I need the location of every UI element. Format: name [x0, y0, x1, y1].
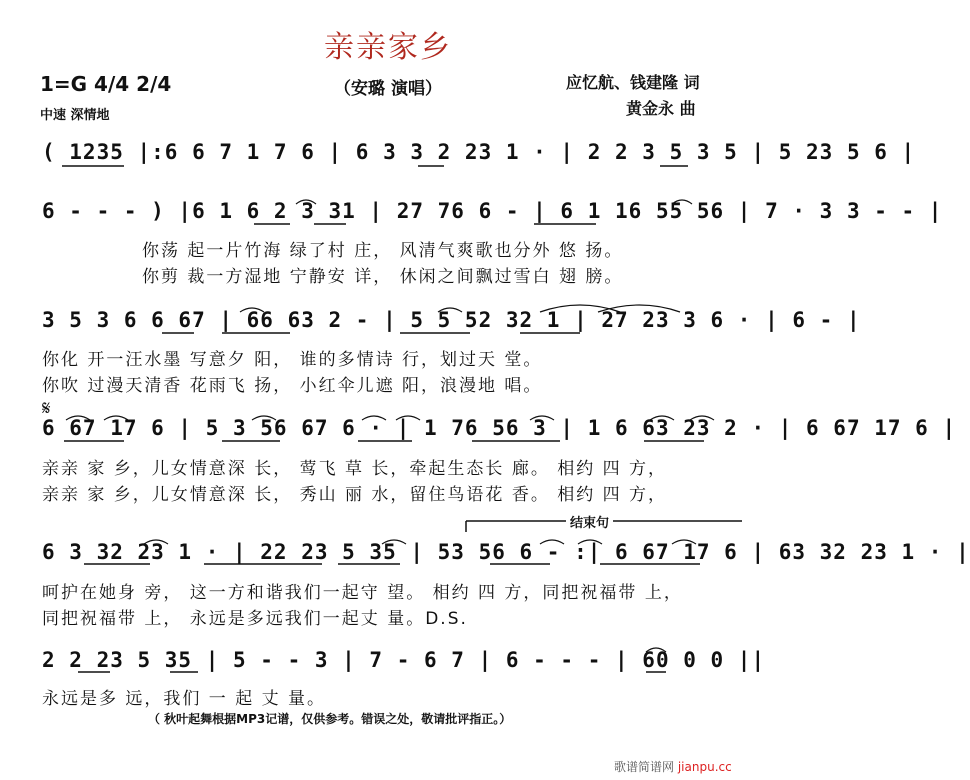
song-title: 亲亲家乡 [324, 30, 452, 65]
watermark [614, 758, 732, 775]
segno-sign: 𝄋 [42, 396, 51, 420]
lyric-row-2-verse-1: 你荡 起一片竹海 绿了村 庄， 风清气爽歌也分外 悠 扬。 [142, 241, 624, 261]
lyric-row-3-verse-2: 你吹 过漫天清香 花雨飞 扬， 小红伞儿遮 阳，浪漫地 唱。 [42, 376, 543, 396]
watermark-site: 歌谱简谱网 [614, 760, 675, 774]
lyric-row-5-verse-1: 呵护在她身 旁， 这一方和谐我们一起守 望。 相约 四 方，同把祝福带 上， [42, 583, 683, 603]
notation-row-5: 6 3 32 23 1 · | 22 23 5 35 | 53 56 6 - :| 6 67 17 6 | 63 32 23 1 · | [42, 540, 970, 564]
notation-row-6: 2 2 23 5 35 | 5 - - 3 | 7 - 6 7 | 6 - - - | 60 0 0 || [42, 648, 766, 672]
tempo-marking: 中速 深情地 [40, 108, 110, 123]
lyric-row-4-verse-1: 亲亲 家 乡，儿女情意深 长， 莺飞 草 长，牵起生态长 廊。 相约 四 方， [42, 459, 668, 479]
lyric-row-6-verse-1: 永远是多 远，我们 一 起 丈 量。 [42, 689, 327, 709]
ending-label: 结束句 [566, 512, 613, 531]
lyric-row-4-verse-2: 亲亲 家 乡，儿女情意深 长， 秀山 丽 水，留住鸟语花 香。 相约 四 方， [42, 485, 668, 505]
key-signature: 1=G 4/4 2/4 [40, 72, 172, 96]
notation-row-1: ( 1235 |:6 6 7 1 7 6 | 6 3 3 2 23 1 · | 2 2 3 5 3 5 | 5 23 5 6 | [42, 140, 916, 164]
lyric-row-5-verse-2: 同把祝福带 上， 永远是多远我们一起丈 量。D.S. [42, 609, 468, 629]
transcription-footnote: （ 秋叶起舞根据MP3记谱，仅供参考。错误之处，敬请批评指正。） [148, 712, 512, 726]
singer-credit: （安璐 演唱） [334, 79, 442, 99]
lyric-row-2-verse-2: 你剪 裁一方湿地 宁静安 详， 休闲之间飘过雪白 翅 膀。 [142, 267, 624, 287]
watermark-domain: jianpu.cc [677, 760, 732, 774]
lyricist-credit: 应忆航、钱建隆 词 [566, 73, 700, 92]
lyric-row-3-verse-1: 你化 开一汪水墨 写意夕 阳， 谁的多情诗 行，划过天 堂。 [42, 350, 543, 370]
notation-row-3: 3 5 3 6 6 67 | 66 63 2 - | 5 5 52 32 1 | 27 23 3 6 · | 6 - | [42, 308, 861, 332]
composer-credit: 黄金永 曲 [626, 99, 696, 118]
notation-row-4: 6 67 17 6 | 5 3 56 67 6 · | 1 76 56 3 | 1 6 63 23 2 · | 6 67 17 6 | [42, 416, 957, 440]
notation-row-2: 6 - - - ) |6 1 6 2 3 31 | 27 76 6 - | 6 1 16 55 56 | 7 · 3 3 - - | [42, 199, 943, 223]
